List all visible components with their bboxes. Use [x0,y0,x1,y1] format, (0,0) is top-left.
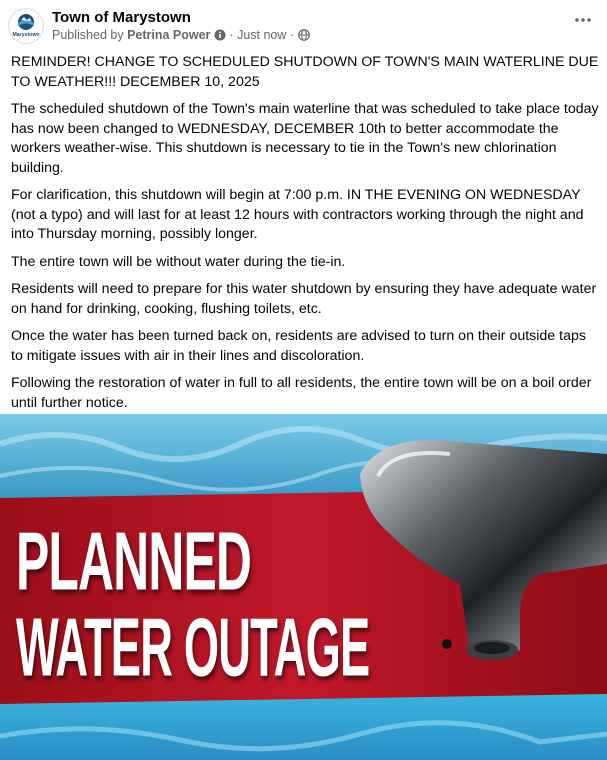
headline-planned: PLANNED [16,515,252,608]
publisher-name[interactable]: Petrina Power [127,28,211,42]
globe-icon[interactable] [298,29,310,44]
more-icon [574,17,592,23]
post-paragraph: Residents will need to prepare for this water shutdown by ensuring they have adequate water on hand for drinking, cooking, flushing toilets, etc. [11,281,597,317]
post-paragraph: Once the water has been turned back on, residents are advised to turn on their outside taps to mitigate issues with air in their lines and discoloration. [11,328,586,364]
more-options-button[interactable] [569,10,597,30]
post-body [11,53,599,468]
post-image[interactable] [0,414,607,760]
page-name[interactable]: Town of Marystown [52,9,191,26]
post-paragraph: REMINDER! CHANGE TO SCHEDULED SHUTDOWN OF TOWN'S MAIN WATERLINE DUE TO WEATHER!!! DECEMBER 10, 2025 [11,54,599,90]
published-by-label: Published by [52,28,124,42]
post-paragraph: The scheduled shutdown of the Town's main waterline that was scheduled to take place today has now been changed to WEDNESDAY, DECEMBER 10th to better accommodate the workers weather-wise. This shutdown is necessary to tie in the Town's new chlorination building. [11,101,599,176]
post-timestamp[interactable]: Just now [237,28,287,42]
info-icon[interactable] [214,29,226,44]
avatar-logo-text: Marystown [12,32,40,38]
post-header [0,0,607,48]
headline-water-outage: WATER OUTAGE [16,601,370,694]
meta-separator: · [289,28,295,42]
page-avatar[interactable] [8,8,44,44]
post-paragraph: The entire town will be without water during the tie-in. [11,253,346,270]
post-paragraph: Following the restoration of water in full to all residents, the entire town will be on a boil order until further notice. [11,375,592,411]
marystown-logo-icon [9,9,43,43]
post-paragraph: For clarification, this shutdown will begin at 7:00 p.m. IN THE EVENING ON WEDNESDAY (not a typo) and will last for at least 12 hours with contractors working through the night and into Thursday morning, possibly longer. [11,187,584,242]
meta-separator: · [229,28,234,42]
post-meta [52,28,310,44]
